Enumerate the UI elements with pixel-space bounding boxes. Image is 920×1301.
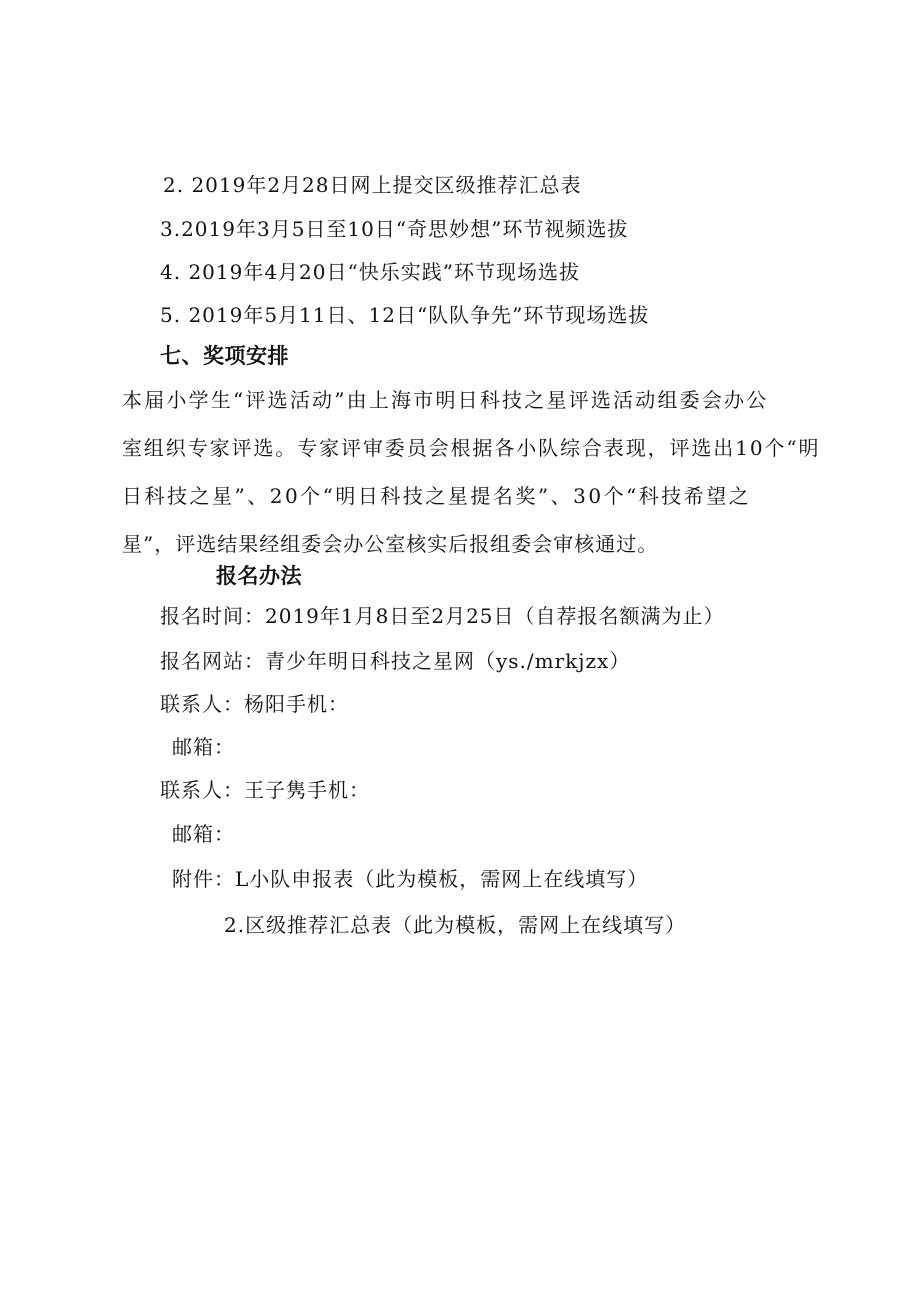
email-2: 邮箱： [172,822,235,846]
contact-1: 联系人：杨阳手机： [160,692,349,716]
registration-time: 报名时间：2019年1月8日至2月25日（自荐报名额满为止） [160,604,725,628]
contact-2: 联系人：王子隽手机： [160,778,370,802]
schedule-item-2: 2. 2019年2月28日网上提交区级推荐汇总表 [163,173,582,197]
attachment-1: 附件：L小队申报表（此为模板，需网上在线填写） [172,867,649,891]
registration-website: 报名网站：青少年明日科技之星网（ys./mrkjzx） [160,649,631,673]
schedule-item-4: 4. 2019年4月20日“快乐实践”环节现场选拔 [160,260,580,284]
awards-paragraph [122,376,821,568]
registration-heading: 报名办法 [216,564,302,588]
email-1: 邮箱： [172,735,235,759]
awards-line: 室组织专家评选。专家评审委员会根据各小队综合表现，评选出10个“明 [122,436,821,460]
awards-heading: 七、奖项安排 [160,344,289,368]
schedule-item-3: 3.2019年3月5日至10日“奇思妙想”环节视频选拔 [160,217,629,241]
awards-line: 本届小学生“评选活动”由上海市明日科技之星评选活动组委会办公 [122,388,769,412]
schedule-item-5: 5. 2019年5月11日、12日“队队争先”环节现场选拔 [160,303,650,327]
awards-line: 日科技之星”、20个“明日科技之星提名奖”、30个“科技希望之 [122,484,752,508]
awards-line: 星”，评选结果经组委会办公室核实后报组委会审核通过。 [122,532,659,556]
attachment-2: 2.区级推荐汇总表（此为模板，需网上在线填写） [224,913,687,937]
